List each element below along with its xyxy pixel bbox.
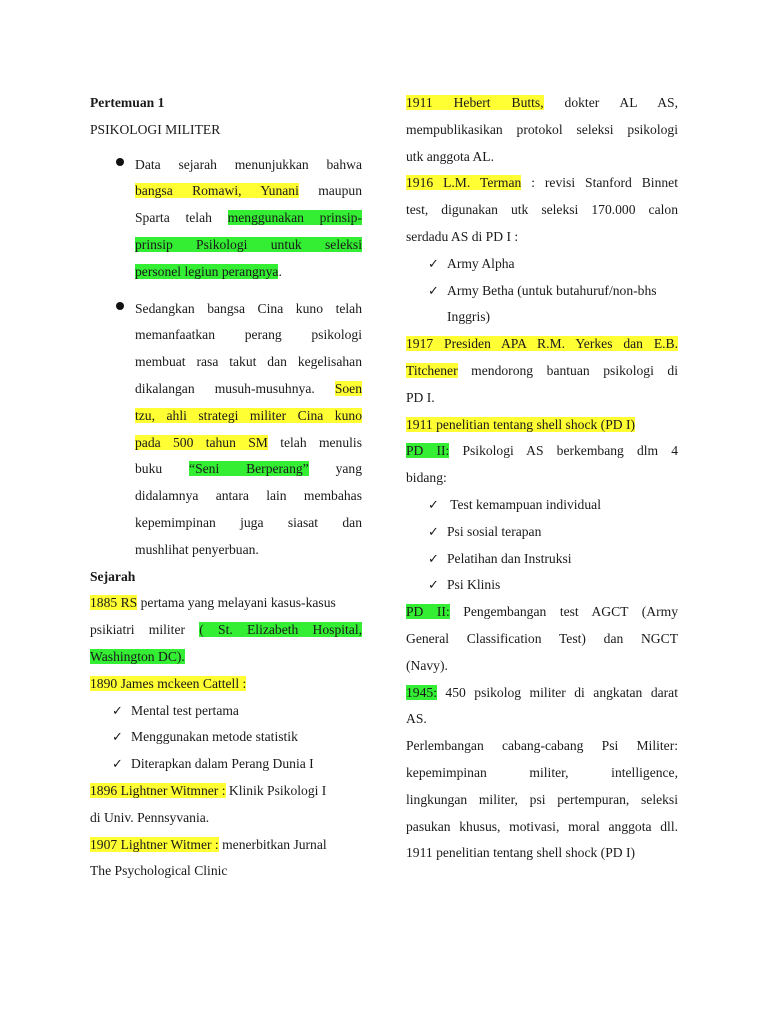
right-column: [406, 90, 678, 867]
entry-1896: 1896 Lightner Witmner : Klinik Psikologi I di Univ. Pennsyvania.: [90, 782, 327, 825]
meeting-heading: Pertemuan 1: [90, 95, 165, 110]
check-item: ✓ Test kemampuan individual: [406, 492, 678, 519]
entry-1911-shell-shock-highlighted: 1911 penelitian tentang shell shock (PD I): [406, 416, 636, 432]
entry-1885: 1885 RS pertama yang melayani kasus-kasus psikiatri militer ( St. Elizabeth Hospital, Washington DC).: [90, 595, 363, 664]
entry-pd2-agct: PD II: Pengembangan test AGCT (Army General Classification Test) dan NGCT (Navy).: [406, 604, 678, 673]
check-item-continuation: Inggris): [447, 309, 491, 325]
check-item: ✓ Psi sosial terapan: [406, 519, 678, 546]
check-item: ✓ Psi Klinis: [406, 572, 678, 599]
bullet-dot-icon: [116, 302, 124, 310]
check-item: ✓ Pelatihan dan Instruksi: [406, 546, 678, 573]
bullet-paragraph-1: Data sejarah menunjukkan bahwa bangsa Romawi, Yunani maupun Sparta telah menggunakan prinsip- prinsip Psikologi untuk seleksi personel legiun perangnya.: [90, 152, 362, 286]
bullet-paragraph-2: Sedangkan bangsa Cina kuno telah memanfaatkan perang psikologi membuat rasa takut dan kegelisahan dikalangan musuh-musuhnya. Soen tzu, ahli strategi militer Cina kuno pada 500 tahun SM telah menulis buku “Seni Berperang” yang didalamnya antara lain membahas kepemimpinan juga siasat dan mushlihat penyerbuan.: [90, 296, 362, 564]
section-heading-sejarah: Sejarah: [90, 568, 136, 584]
check-item: ✓ Menggunakan metode statistik: [90, 724, 362, 751]
entry-1911-butts: 1911 Hebert Butts, dokter AL AS, mempublikasikan protokol seleksi psikologi utk anggota AL.: [406, 95, 678, 164]
checkmark-icon: ✓: [428, 496, 439, 512]
checkmark-icon: ✓: [112, 729, 123, 745]
check-item: ✓ Diterapkan dalam Perang Dunia I: [90, 751, 362, 778]
checkmark-icon: ✓: [428, 282, 439, 298]
check-item: ✓ Mental test pertama: [90, 698, 362, 725]
entry-1890: 1890 James mckeen Cattell :: [90, 675, 247, 691]
entry-1907: 1907 Lightner Witmer : menerbitkan Jurnal The Psychological Clinic: [90, 836, 327, 879]
perkembangan-paragraph: Perlembangan cabang-cabang Psi Militer: kepemimpinan militer, intelligence, lingkungan militer, psi pertempuran, seleksi pasukan khusus, motivasi, moral anggota dll.: [406, 738, 678, 834]
entry-1911-shell-shock: 1911 penelitian tentang shell shock (PD I): [406, 845, 636, 861]
checkmark-icon: ✓: [428, 255, 439, 271]
check-item: ✓ Army Alpha: [406, 251, 678, 278]
entry-1916: 1916 L.M. Terman : revisi Stanford Binnet test, digunakan utk seleksi 170.000 calon serdadu AS di PD I :: [406, 175, 678, 244]
entry-pd2-bidang: PD II: Psikologi AS berkembang dlm 4 bidang:: [406, 443, 678, 486]
check-item: ✓ Army Betha (untuk butahuruf/non-bhs: [406, 278, 678, 305]
left-column: [90, 90, 362, 885]
checkmark-icon: ✓: [428, 577, 439, 593]
page-title: PSIKOLOGI MILITER: [90, 121, 221, 137]
checkmark-icon: ✓: [428, 523, 439, 539]
checkmark-icon: ✓: [112, 702, 123, 718]
checkmark-icon: ✓: [428, 550, 439, 566]
entry-1917: 1917 Presiden APA R.M. Yerkes dan E.B. Titchener mendorong bantuan psikologi di PD I.: [406, 336, 678, 405]
checkmark-icon: ✓: [112, 756, 123, 772]
checklist-pd2: [406, 492, 678, 599]
bullet-dot-icon: [116, 158, 124, 166]
checklist-1916: [406, 251, 678, 331]
checklist-1890: [90, 698, 362, 778]
entry-1945: 1945: 450 psikolog militer di angkatan darat AS.: [406, 684, 678, 727]
